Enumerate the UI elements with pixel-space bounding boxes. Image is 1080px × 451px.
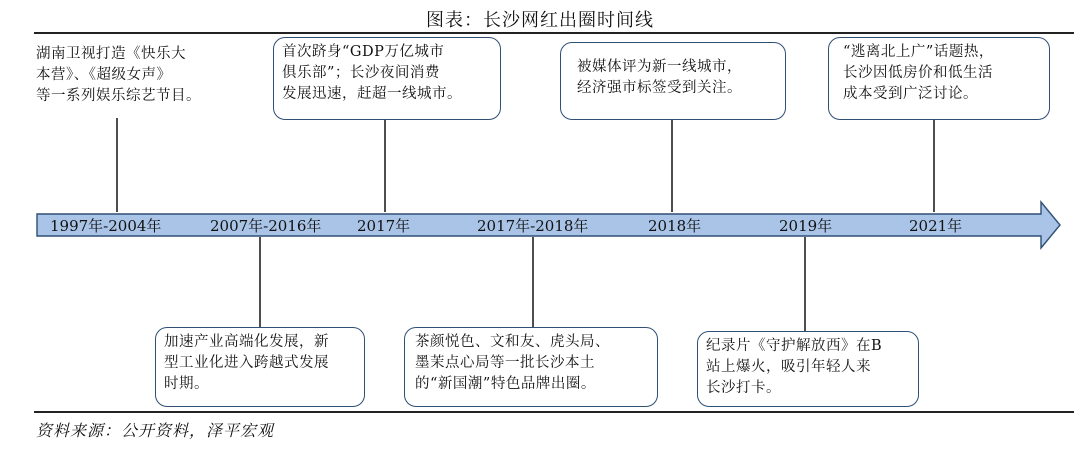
event-text-line: 等一系列娱乐综艺节目。 — [36, 88, 201, 104]
event-text-line: 经济强市标签受到关注。 — [577, 80, 742, 96]
event-2017-2018 — [404, 327, 658, 407]
bottom-divider — [34, 411, 1074, 413]
event-text-line: 湖南卫视打造《快乐大 — [36, 46, 186, 62]
chart-title: 图表：长沙网红出圈时间线 — [426, 10, 654, 31]
event-text-line: 长沙打卡。 — [706, 380, 781, 396]
year-label-2017: 2017年 — [357, 217, 411, 235]
event-text-line: 的“新国潮”特色品牌出圈。 — [415, 376, 596, 392]
event-text-line: 站上爆火，吸引年轻人来 — [706, 359, 871, 375]
event-text-line: 型工业化进入跨越式发展 — [164, 355, 329, 371]
event-text-line: 长沙因低房价和低生活 — [843, 65, 993, 81]
event-text-line: 被媒体评为新一线城市， — [577, 59, 742, 75]
event-text-line: 本营》、《超级女声》 — [36, 67, 172, 83]
year-label-2018: 2018年 — [648, 217, 702, 235]
event-text-line: 俱乐部”；长沙夜间消费 — [282, 65, 440, 81]
event-text-line: 墨茉点心局等一批长沙本土 — [415, 355, 595, 371]
event-text-line: 首次跻身“GDP万亿城市 — [282, 44, 445, 60]
event-text-line: 加速产业高端化发展，新 — [164, 334, 329, 350]
event-text-line: 时期。 — [164, 376, 209, 392]
year-label-1997-2004: 1997年-2004年 — [50, 217, 162, 235]
event-text-line: “逃离北上广”话题热， — [843, 44, 994, 60]
year-label-2017-2018: 2017年-2018年 — [477, 217, 589, 235]
year-label-2019: 2019年 — [779, 217, 833, 235]
year-label-2007-2016: 2007年-2016年 — [210, 217, 322, 235]
event-2021 — [828, 37, 1050, 120]
event-2018 — [560, 42, 786, 120]
event-1997-2004 — [36, 44, 236, 107]
event-text-line: 茶颜悦色、文和友、虎头局、 — [415, 334, 610, 350]
event-text-line: 发展迅速，赶超一线城市。 — [282, 86, 462, 102]
event-text-line: 成本受到广泛讨论。 — [843, 86, 978, 102]
event-2007-2016 — [155, 327, 365, 407]
event-text-line: 纪录片《守护解放西》在B — [706, 338, 883, 354]
event-2019 — [697, 331, 919, 407]
event-2017 — [273, 37, 501, 120]
source-note: 资料来源：公开资料，泽平宏观 — [36, 421, 275, 440]
year-label-2021: 2021年 — [909, 217, 963, 235]
